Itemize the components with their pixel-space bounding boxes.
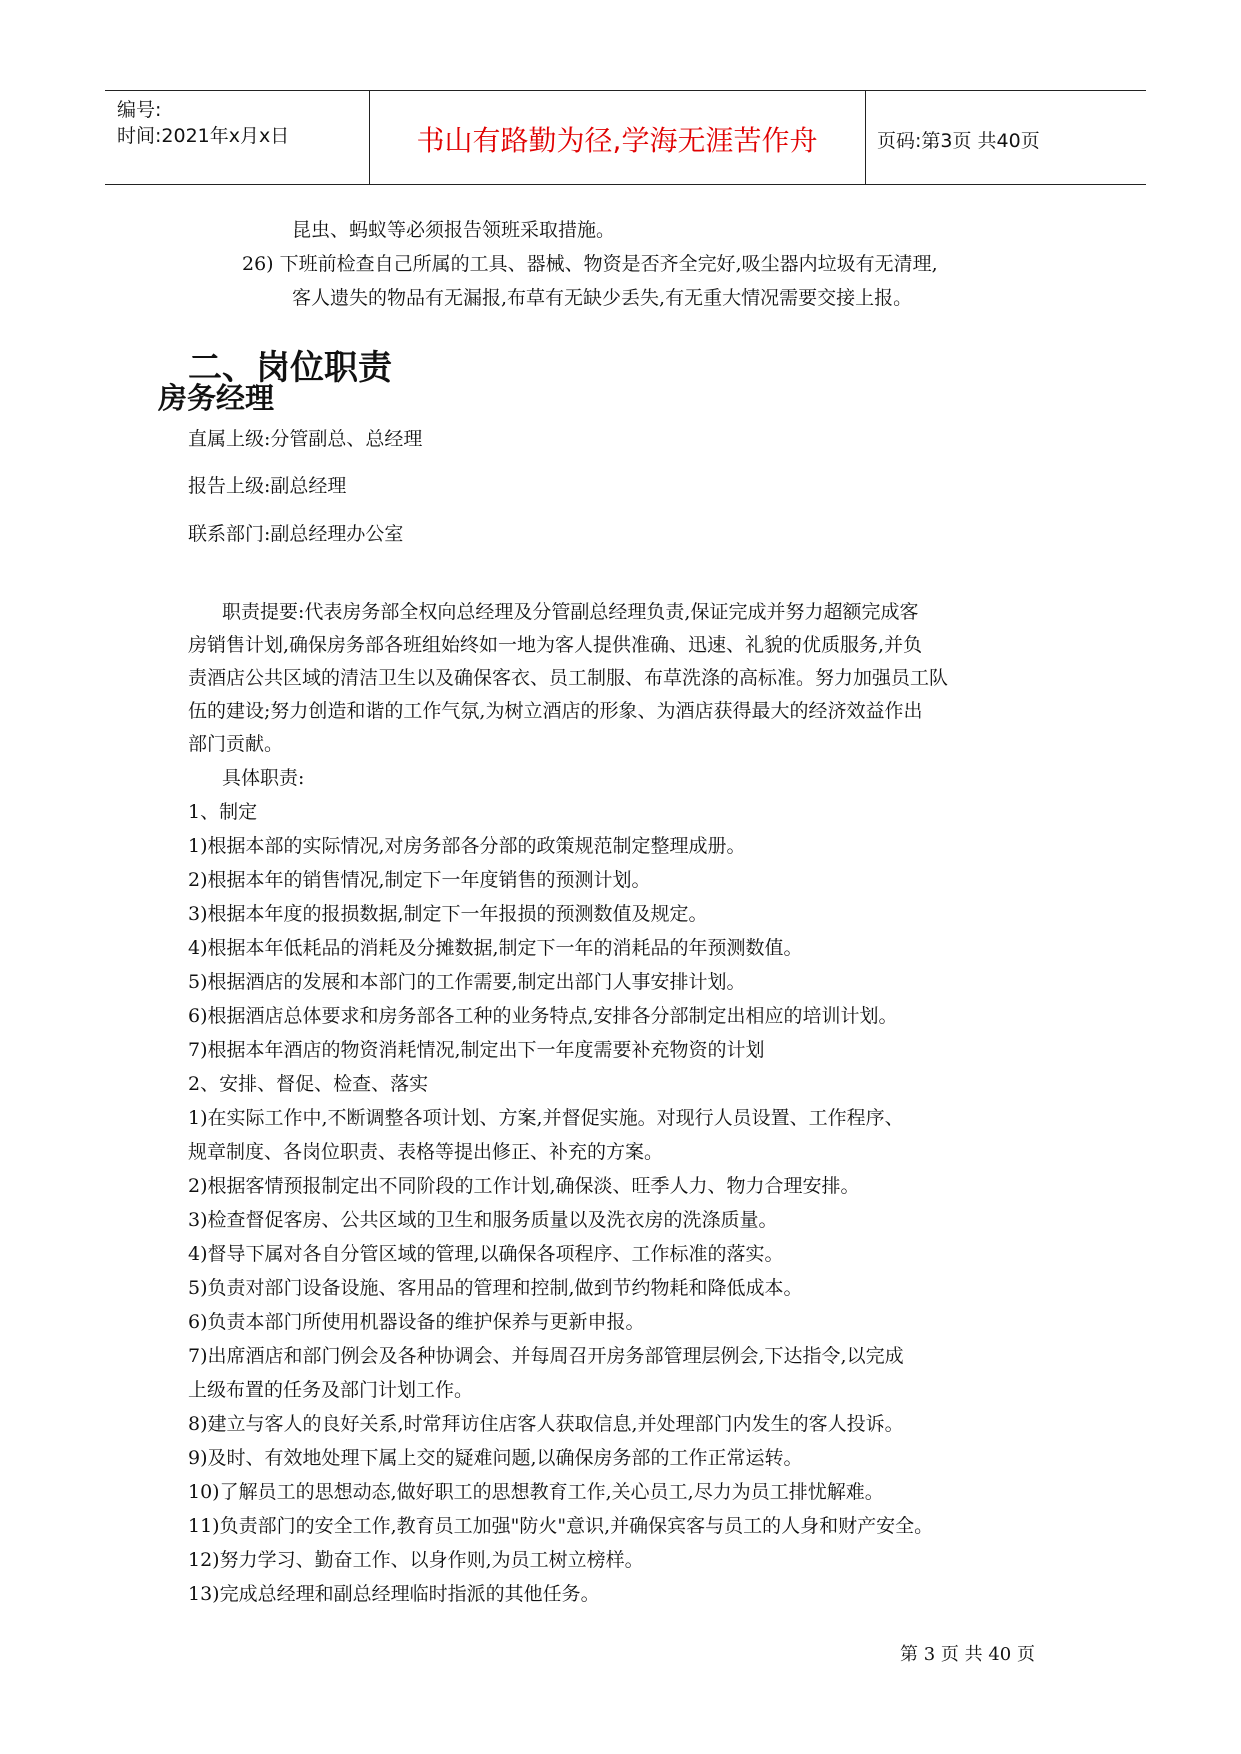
header-page-cell: [865, 91, 1146, 184]
section1-item: 2)根据本年的销售情况,制定下一年度销售的预测计划。: [188, 869, 651, 891]
section2-item: 6)负责本部门所使用机器设备的维护保养与更新申报。: [188, 1311, 645, 1333]
page-footer: 第 3 页 共 40 页: [900, 1644, 1035, 1665]
section2-item: 上级布置的任务及部门计划工作。: [188, 1379, 474, 1401]
section2-item: 5)负责对部门设备设施、客用品的管理和控制,做到节约物耗和降低成本。: [188, 1277, 803, 1299]
info-line-superior: 直属上级:分管副总、总经理: [188, 428, 423, 450]
section2-item: 8)建立与客人的良好关系,时常拜访住店客人获取信息,并处理部门内发生的客人投诉。: [188, 1413, 904, 1435]
section2-item: 10)了解员工的思想动态,做好职工的思想教育工作,关心员工,尽力为员工排忧解难。: [188, 1481, 884, 1503]
section1-item: 5)根据酒店的发展和本部门的工作需要,制定出部门人事安排计划。: [188, 971, 746, 993]
page-header: [105, 90, 1146, 185]
section2-item: 11)负责部门的安全工作,教育员工加强"防火"意识,并确保宾客与员工的人身和财产安全。: [188, 1515, 934, 1537]
header-left-cell: [105, 91, 370, 184]
section1-item: 6)根据酒店总体要求和房务部各工种的业务特点,安排各分部制定出相应的培训计划。: [188, 1005, 898, 1027]
header-motto: 书山有路勤为径,学海无涯苦作舟: [416, 124, 818, 157]
section2-item: 2)根据客情预报制定出不同阶段的工作计划,确保淡、旺季人力、物力合理安排。: [188, 1175, 860, 1197]
info-line-report: 报告上级:副总经理: [188, 475, 347, 497]
section2-item: 13)完成总经理和副总经理临时指派的其他任务。: [188, 1583, 600, 1605]
doc-number-label: 编号:: [117, 99, 162, 121]
section1-item: 1)根据本部的实际情况,对房务部各分部的政策规范制定整理成册。: [188, 835, 746, 857]
header-motto-cell: [369, 91, 866, 184]
section2-item: 7)出席酒店和部门例会及各种协调会、并每周召开房务部管理层例会,下达指令,以完成: [188, 1345, 904, 1367]
continuation-line-3: 客人遗失的物品有无漏报,布草有无缺少丢失,有无重大情况需要交接上报。: [292, 287, 913, 309]
summary-line-3: 责酒店公共区域的清洁卫生以及确保客衣、员工制服、布草洗涤的高标准。努力加强员工队: [188, 667, 949, 689]
section2-item: 1)在实际工作中,不断调整各项计划、方案,并督促实施。对现行人员设置、工作程序、: [188, 1107, 904, 1129]
section1-title: 1、制定: [188, 801, 258, 823]
continuation-line-2: 26) 下班前检查自己所属的工具、器械、物资是否齐全完好,吸尘器内垃圾有无清理,: [242, 253, 938, 275]
section2-title: 2、安排、督促、检查、落实: [188, 1073, 429, 1095]
section2-item: 12)努力学习、勤奋工作、以身作则,为员工树立榜样。: [188, 1549, 644, 1571]
specific-duties-label: 具体职责:: [222, 767, 305, 789]
section2-item: 3)检查督促客房、公共区域的卫生和服务质量以及洗衣房的洗涤质量。: [188, 1209, 778, 1231]
continuation-line-1: 昆虫、蚂蚁等必须报告领班采取措施。: [292, 219, 616, 241]
doc-time-label: 时间:2021年x月x日: [117, 125, 290, 147]
section2-item: 9)及时、有效地处理下属上交的疑难问题,以确保房务部的工作正常运转。: [188, 1447, 803, 1469]
section-heading: 二、岗位职责: [188, 348, 392, 388]
section1-item: 7)根据本年酒店的物资消耗情况,制定出下一年度需要补充物资的计划: [188, 1039, 765, 1061]
summary-line-4: 伍的建设;努力创造和谐的工作气氛,为树立酒店的形象、为酒店获得最大的经济效益作出: [188, 700, 923, 722]
summary-line-1: 职责提要:代表房务部全权向总经理及分管副总经理负责,保证完成并努力超额完成客: [222, 601, 919, 623]
section2-item: 4)督导下属对各自分管区域的管理,以确保各项程序、工作标准的落实。: [188, 1243, 784, 1265]
header-page-info: 页码:第3页 共40页: [877, 130, 1040, 152]
section2-item: 规章制度、各岗位职责、表格等提出修正、补充的方案。: [188, 1141, 664, 1163]
summary-line-2: 房销售计划,确保房务部各班组始终如一地为客人提供准确、迅速、礼貌的优质服务,并负: [188, 634, 923, 656]
role-heading: 房务经理: [158, 381, 275, 415]
section1-item: 4)根据本年低耗品的消耗及分摊数据,制定下一年的消耗品的年预测数值。: [188, 937, 803, 959]
summary-line-5: 部门贡献。: [188, 733, 284, 755]
section1-item: 3)根据本年度的报损数据,制定下一年报损的预测数值及规定。: [188, 903, 708, 925]
info-line-contact: 联系部门:副总经理办公室: [188, 523, 404, 545]
